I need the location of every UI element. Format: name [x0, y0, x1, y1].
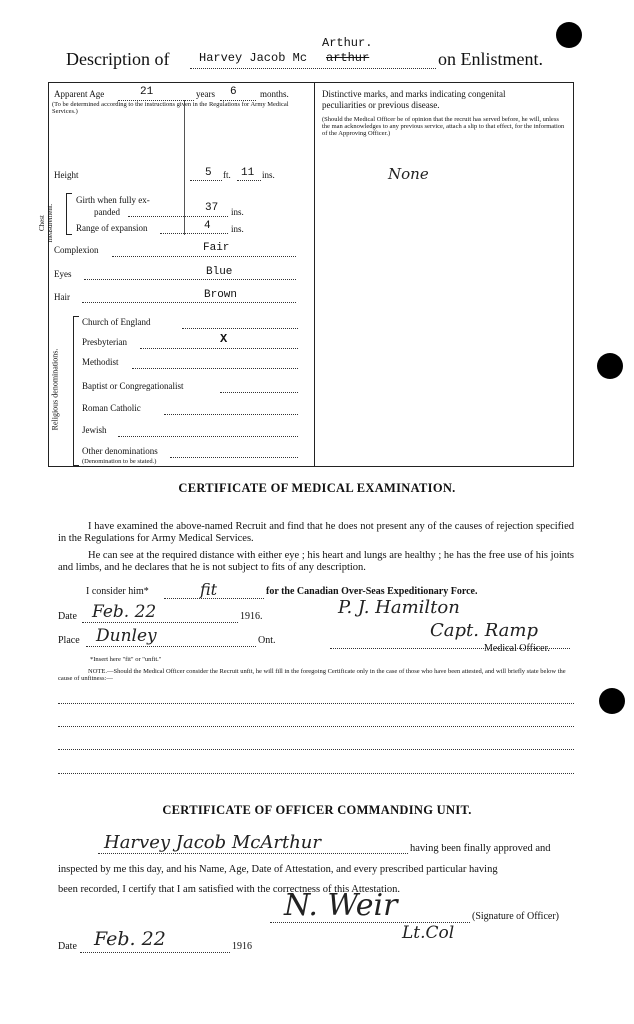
- binder-hole-bottom: [599, 688, 625, 714]
- presbyterian-mark: X: [220, 332, 228, 346]
- medical-date-label: Date: [58, 611, 77, 622]
- medical-year-label: 1916.: [240, 611, 263, 622]
- religion-item-line: [220, 392, 298, 393]
- religion-bracket: [73, 316, 79, 466]
- religion-item-label: Presbyterian: [82, 337, 127, 347]
- eyes-label: Eyes: [54, 269, 72, 279]
- complexion-line: [112, 256, 296, 257]
- range-label: Range of expansion: [76, 223, 148, 233]
- girth-label-2: panded: [94, 207, 120, 217]
- description-label: Description of: [66, 49, 170, 69]
- height-ft-line: [190, 180, 222, 181]
- age-months-label: months.: [260, 89, 289, 99]
- medical-paragraph-1: I have examined the above-named Recruit and find that he does not present any of the causes of rejection specified in the Regulations for Army Medical Services.: [58, 521, 574, 544]
- height-in-line: [237, 180, 261, 181]
- religion-item-line: [140, 348, 298, 349]
- place-line: [86, 646, 256, 647]
- complexion-value: Fair: [203, 242, 230, 254]
- height-label: Height: [54, 170, 79, 180]
- religion-item-label: Jewish: [82, 425, 107, 435]
- medical-certificate-title: CERTIFICATE OF MEDICAL EXAMINATION.: [178, 481, 456, 495]
- girth-value: 37: [205, 202, 219, 214]
- religion-item-label: Church of England: [82, 317, 151, 327]
- girth-label-1: Girth when fully ex-: [76, 195, 150, 205]
- girth-unit: ins.: [231, 207, 244, 217]
- medical-date-value: Feb. 22: [92, 602, 157, 622]
- recruit-name-correction: Arthur.: [322, 36, 373, 50]
- religion-item-line: [182, 328, 298, 329]
- religion-item-line: [118, 436, 298, 437]
- value-column-rule: [184, 100, 185, 235]
- marks-heading-2: peculiarities or previous disease.: [322, 100, 440, 110]
- eyes-line: [84, 279, 296, 280]
- officer-date-value: Feb. 22: [94, 928, 166, 950]
- religion-side-label: Religious denominations.: [50, 348, 60, 431]
- name-line: [190, 68, 436, 69]
- hair-label: Hair: [54, 292, 70, 302]
- girth-line: [128, 216, 228, 217]
- recruit-name: Harvey Jacob Mc: [199, 51, 308, 65]
- marks-note: (Should the Medical Officer be of opinion that the recruit has served before, he will, unless the man acknowledges to any previous service, attach a slip to that effect, for the information of the Approving Officer.): [322, 116, 565, 137]
- range-line: [160, 233, 228, 234]
- religion-item-label: Methodist: [82, 357, 119, 367]
- place-value: Dunley: [96, 626, 157, 646]
- medical-signature-2: Capt. Ramp: [430, 620, 538, 641]
- religion-item-label: Baptist or Congregationalist: [82, 381, 184, 391]
- officer-line-2: inspected by me this day, and his Name, Age, Date of Attestation, and every prescribed particular having: [58, 864, 498, 875]
- religion-item-line: [132, 368, 298, 369]
- consider-value: fit: [200, 580, 218, 599]
- unfit-line-2: [58, 726, 574, 727]
- insert-note: *Insert here "fit" or "unfit.": [90, 656, 162, 663]
- medical-officer-label: Medical Officer.: [484, 643, 550, 654]
- height-in-label: ins.: [262, 170, 275, 180]
- age-years-value: 21: [140, 86, 154, 98]
- officer-signature-label: (Signature of Officer): [472, 911, 560, 922]
- marks-heading-1: Distinctive marks, and marks indicating congenital: [322, 89, 506, 99]
- age-years-label: years: [196, 89, 215, 99]
- officer-date-label: Date: [58, 941, 77, 952]
- unfit-line-1: [58, 703, 574, 704]
- chest-bracket: [66, 193, 72, 235]
- unfit-line-3: [58, 749, 574, 750]
- religion-item-line: [170, 457, 298, 458]
- medical-signature-1: P. J. Hamilton: [338, 597, 460, 618]
- religion-item-line: [164, 414, 298, 415]
- hair-value: Brown: [204, 289, 238, 301]
- unfit-line-4: [58, 773, 574, 774]
- religion-item-label: Other denominations: [82, 446, 158, 456]
- marks-handwritten: None: [388, 165, 429, 183]
- place-label: Place: [58, 635, 80, 646]
- officer-initials: Lt.Col: [402, 923, 455, 943]
- officer-year-label: 1916: [232, 941, 252, 952]
- age-months-value: 6: [230, 86, 237, 98]
- range-value: 4: [204, 220, 211, 232]
- height-ft-value: 5: [205, 167, 212, 179]
- eyes-value: Blue: [206, 266, 233, 278]
- officer-name-line: [98, 853, 408, 854]
- height-ft-label: ft.: [223, 170, 231, 180]
- binder-hole-middle: [597, 353, 623, 379]
- ont-label: Ont.: [258, 635, 276, 646]
- officer-name-handwritten: Harvey Jacob McArthur: [104, 832, 321, 853]
- recruit-name-struck: arthur: [326, 51, 370, 65]
- for-label: for the Canadian Over-Seas Expeditionary Force.: [266, 586, 478, 597]
- hair-line: [82, 302, 296, 303]
- religion-item-label: Roman Catholic: [82, 403, 141, 413]
- height-in-value: 11: [241, 167, 255, 179]
- on-enlistment-label: on Enlistment.: [438, 49, 543, 69]
- unfit-note: NOTE.—Should the Medical Officer consider the Recruit unfit, he will fill in the foregoing Certificate only in the case of those who have been attested, and will briefly state below the cause of unfitness:—: [58, 668, 566, 682]
- age-label: Apparent Age: [54, 89, 105, 99]
- medical-date-line: [82, 622, 238, 623]
- medical-paragraph-2: He can see at the required distance with either eye ; his heart and lungs are healthy ; he has the free use of his joints and limbs, and he declares that he is not subject to fits of any description.: [58, 550, 574, 573]
- officer-date-line: [80, 952, 230, 953]
- range-unit: ins.: [231, 224, 244, 234]
- officer-certificate-title: CERTIFICATE OF OFFICER COMMANDING UNIT.: [162, 803, 472, 817]
- officer-line-3: been recorded, I certify that I am satisfied with the correctness of this Attestation.: [58, 884, 401, 895]
- age-note: (To be determined according to the instructions given in the Regulations for Army Medical Services.): [52, 101, 289, 115]
- complexion-label: Complexion: [54, 245, 99, 255]
- chest-side-label: Chest measurement.: [38, 203, 54, 243]
- box-divider: [314, 82, 315, 467]
- consider-label: I consider him*: [86, 586, 149, 597]
- binder-hole-top: [556, 22, 582, 48]
- other-denomination-note: (Denomination to be stated.): [82, 458, 157, 465]
- officer-signature: N. Weir: [284, 888, 398, 923]
- officer-line-1-suffix: having been finally approved and: [410, 843, 551, 854]
